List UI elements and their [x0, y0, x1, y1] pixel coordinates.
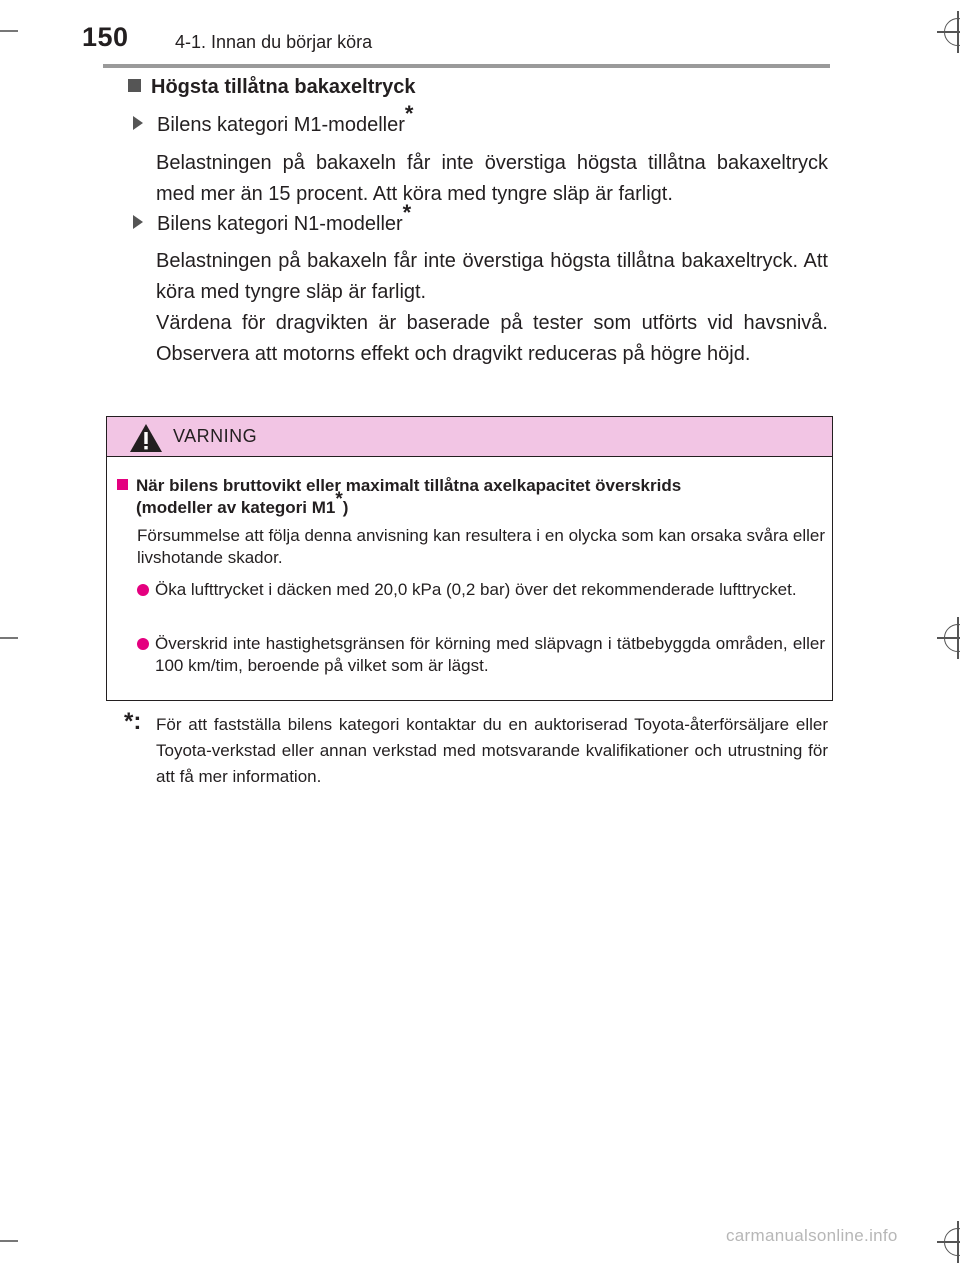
- section-title: 4-1. Innan du börjar köra: [175, 32, 373, 52]
- footnote: [124, 708, 828, 790]
- circle-bullet-icon: [137, 638, 149, 650]
- warning-title: VARNING: [173, 426, 258, 446]
- square-bullet-icon: [128, 79, 141, 92]
- asterisk-mark: *: [335, 489, 343, 511]
- crop-mark-top-left: [0, 30, 18, 32]
- warning-heading-line2: (modeller av kategori M1: [136, 498, 336, 517]
- subheading-m1-label: Bilens kategori M1-modeller: [157, 114, 405, 136]
- section-heading-text: Högsta tillåtna bakaxeltryck: [151, 76, 416, 98]
- crop-mark-bottom-left: [0, 1240, 18, 1242]
- triangle-bullet-icon: [133, 215, 143, 229]
- warning-bullet: [137, 579, 825, 601]
- warning-heading: [117, 475, 825, 519]
- warning-heading-close: ): [342, 498, 349, 517]
- footnote-text: För att fastställa bilens kategori kontaktar du en auktoriserad Toyota-återförsäljare eller Toyota-verkstad eller annan verkstad med motsvarande kvalifikationer och utrustning för att få mer information.: [156, 715, 828, 786]
- watermark: carmanualsonline.info: [726, 1226, 898, 1245]
- paragraph-m1: Belastningen på bakaxeln får inte överstiga högsta tillåtna bakaxeltryck med mer än 15 procent. Att köra med tyngre släp är farligt.: [156, 152, 828, 205]
- warning-box: [106, 416, 833, 701]
- warning-paragraph: Försummelse att följa denna anvisning kan resultera i en olycka som kan orsaka svåra eller livshotande skador.: [137, 526, 825, 567]
- subheading-m1: [133, 101, 414, 137]
- paragraph-n1: Belastningen på bakaxeln får inte överstiga högsta tillåtna bakaxeltryck. Att köra med tyngre släp är farligt.: [156, 250, 828, 303]
- circle-bullet-icon: [137, 584, 149, 596]
- warning-triangle-icon: [129, 423, 163, 453]
- asterisk-mark: *: [402, 200, 412, 226]
- registration-mark-bottom-right: [944, 1228, 960, 1256]
- warning-bullet: [137, 633, 825, 677]
- crop-mark-mid-left: [0, 637, 18, 639]
- warning-bullet-text: Överskrid inte hastighetsgränsen för körning med släpvagn i tätbebyggda områden, eller 100 km/tim, beroende på vilket som är lägst.: [155, 634, 825, 675]
- page-number: 150: [82, 22, 129, 52]
- subheading-n1-label: Bilens kategori N1-modeller: [157, 213, 403, 235]
- square-bullet-icon: [117, 479, 128, 490]
- warning-bullet-text: Öka lufttrycket i däcken med 20,0 kPa (0,2 bar) över det rekommenderade lufttrycket.: [155, 580, 797, 599]
- header-rule: [103, 64, 830, 68]
- warning-heading-line2-wrap: [117, 489, 825, 519]
- warning-header: [107, 417, 832, 457]
- registration-mark-top-right: [944, 18, 960, 46]
- paragraph-altitude: Värdena för dragvikten är baserade på tester som utförts vid havsnivå. Observera att motorns effekt och dragvikt reduceras på högre höjd.: [156, 312, 828, 365]
- subheading-n1: [133, 200, 412, 236]
- section-heading: [128, 76, 416, 99]
- registration-mark-mid-right: [944, 624, 960, 652]
- triangle-bullet-icon: [133, 116, 143, 130]
- footnote-mark: *:: [124, 708, 142, 735]
- asterisk-mark: *: [404, 101, 414, 127]
- warning-heading-line1: När bilens bruttovikt eller maximalt tillåtna axelkapacitet överskrids: [136, 476, 682, 495]
